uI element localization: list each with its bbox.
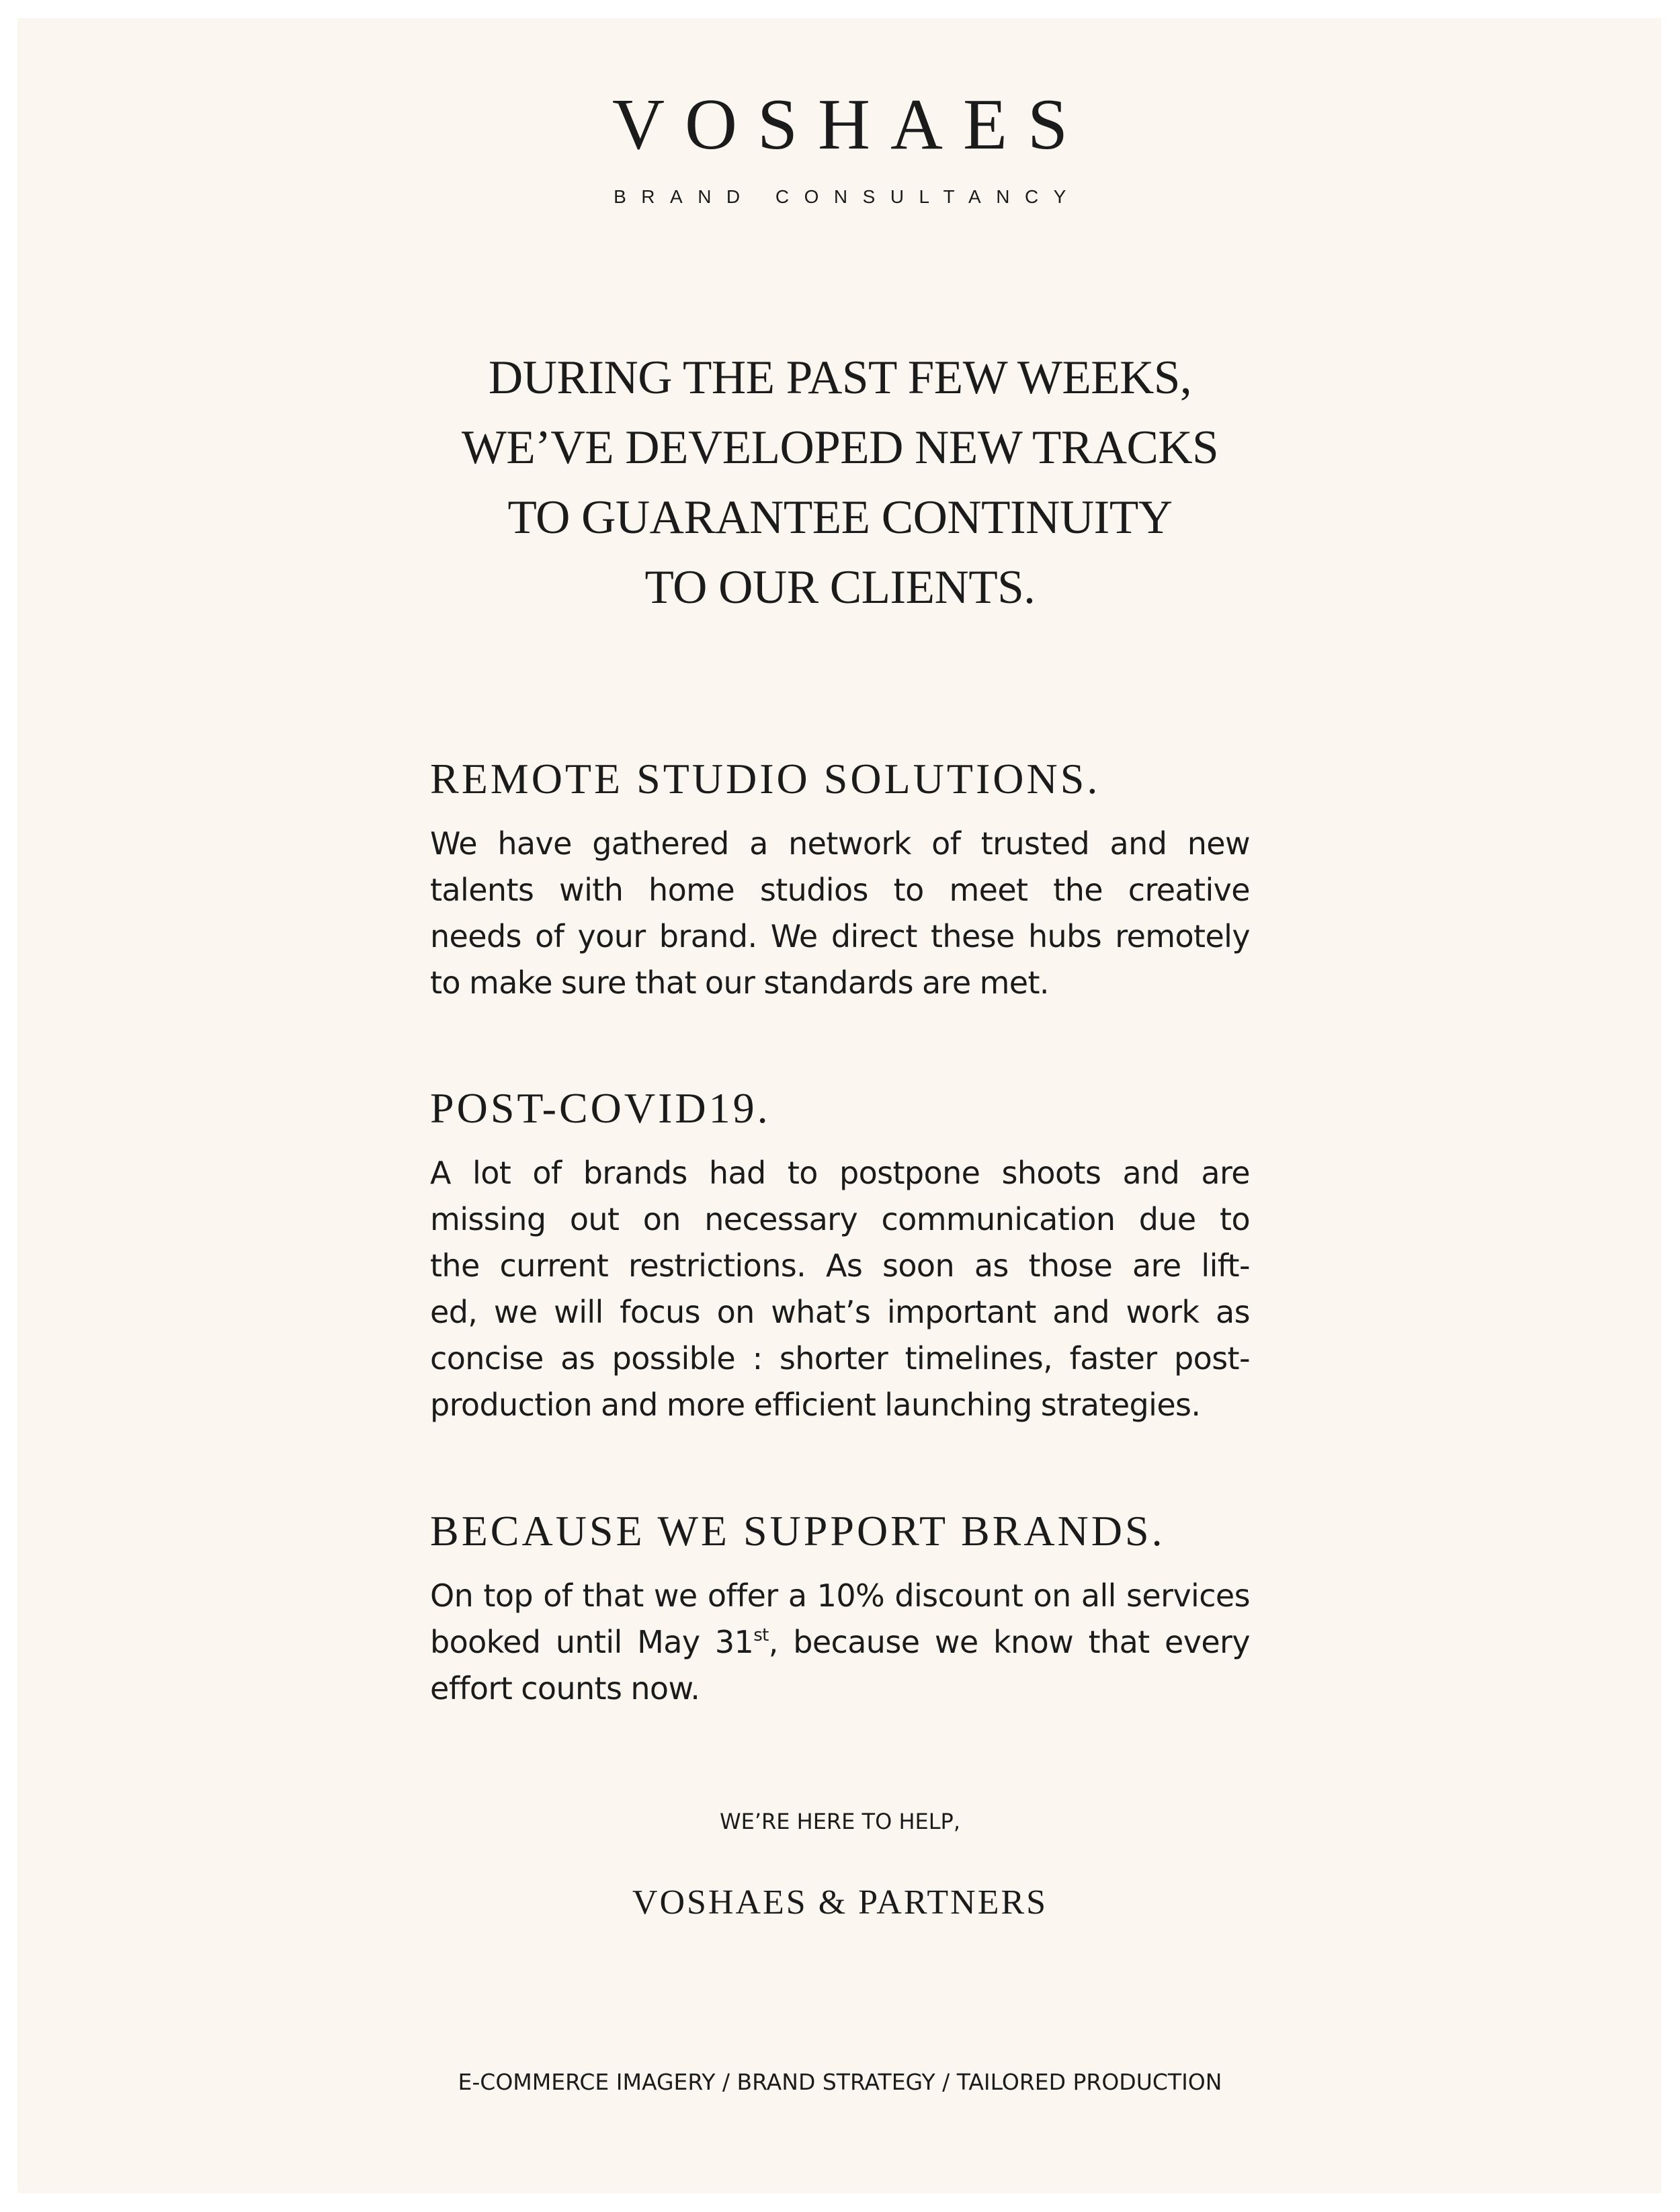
section-support-brands bbox=[430, 1507, 1250, 1712]
section-body bbox=[430, 821, 1250, 1006]
headline-line: TO OUR CLIENTS. bbox=[644, 561, 1036, 614]
headline-line: WE’VE DEVELOPED NEW TRACKS bbox=[461, 421, 1219, 474]
ordinal-suffix: st bbox=[753, 1625, 769, 1645]
body-line: to make sure that our standards are met. bbox=[430, 965, 1049, 1001]
body-line: the current restrictions. As soon as those are lift- bbox=[430, 1247, 1250, 1284]
body-line: A lot of brands had to postpone shoots and are bbox=[430, 1155, 1250, 1191]
body-line: ed, we will focus on what’s important and work as bbox=[430, 1294, 1250, 1330]
brand-logo: VOSHAES bbox=[612, 85, 1089, 165]
body-line bbox=[430, 1619, 1250, 1666]
section-body bbox=[430, 1573, 1250, 1712]
section-remote-studio bbox=[430, 757, 1250, 1006]
headline-line: DURING THE PAST FEW WEEKS, bbox=[488, 352, 1192, 404]
headline bbox=[0, 343, 1680, 622]
body-line: We have gathered a network of trusted and new bbox=[430, 825, 1250, 862]
section-title: REMOTE STUDIO SOLUTIONS. bbox=[430, 755, 1101, 803]
footer-services: E-COMMERCE IMAGERY / BRAND STRATEGY / TAILORED PRODUCTION bbox=[458, 2069, 1222, 2095]
section-body bbox=[430, 1150, 1250, 1428]
body-line: production and more efficient launching strategies. bbox=[430, 1387, 1201, 1423]
body-line: On top of that we offer a 10% discount on all services bbox=[430, 1578, 1250, 1614]
body-text: booked until May 31 bbox=[430, 1624, 754, 1660]
signoff-signature: VOSHAES & PARTNERS bbox=[632, 1883, 1048, 1922]
body-text: , because we know that every bbox=[768, 1624, 1250, 1660]
section-post-covid bbox=[430, 1084, 1250, 1428]
body-line: needs of your brand. We direct these hubs remotely bbox=[430, 918, 1250, 954]
section-title: POST-COVID19. bbox=[430, 1084, 771, 1132]
headline-line: TO GUARANTEE CONTINUITY bbox=[507, 491, 1173, 544]
body-line: concise as possible : shorter timelines, faster post- bbox=[430, 1340, 1250, 1377]
section-title: BECAUSE WE SUPPORT BRANDS. bbox=[430, 1507, 1165, 1555]
body-line: talents with home studios to meet the creative bbox=[430, 872, 1250, 908]
brand-tagline: BRAND CONSULTANCY bbox=[614, 186, 1081, 207]
body-line: effort counts now. bbox=[430, 1670, 700, 1707]
body-line: missing out on necessary communication due to bbox=[430, 1201, 1250, 1237]
signoff-note: WE’RE HERE TO HELP, bbox=[719, 1809, 961, 1834]
